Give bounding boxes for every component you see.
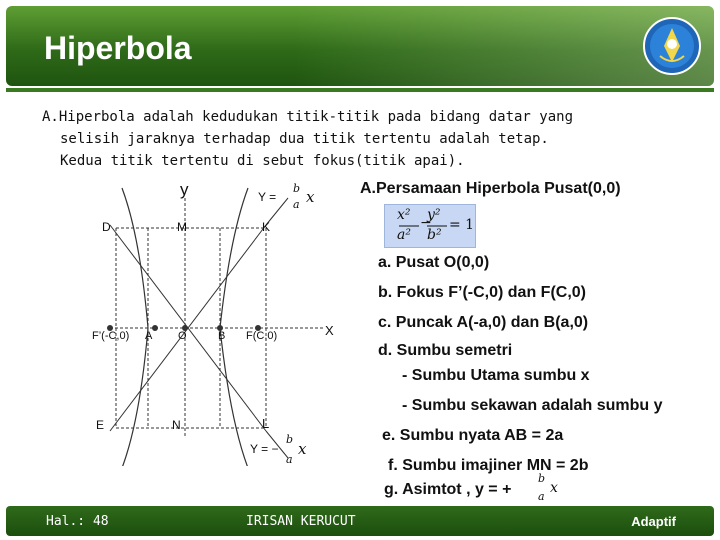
intro-line-1: A.Hiperbola adalah kedudukan titik-titik pada bidang datar yang bbox=[42, 109, 574, 125]
asymptote-top-den: a bbox=[293, 198, 300, 211]
property-g: g. Asimtot , y = + bbox=[384, 481, 512, 498]
label-K: K bbox=[262, 220, 271, 234]
label-O: O bbox=[178, 330, 187, 342]
property-a: a. Pusat O(0,0) bbox=[378, 254, 490, 271]
asymptote-top-var: x bbox=[306, 188, 315, 206]
hyperbola-graph bbox=[80, 176, 380, 466]
intro-text bbox=[42, 106, 573, 172]
y-axis-label: y bbox=[180, 180, 189, 199]
label-L: L bbox=[262, 416, 270, 431]
eq-a-den: a² bbox=[397, 227, 411, 243]
asymptote-g-num: b bbox=[538, 472, 546, 485]
label-F2: F(C,0) bbox=[246, 330, 278, 342]
label-A: A bbox=[145, 330, 153, 342]
asymptote-bottom-num: b bbox=[286, 433, 294, 446]
asymptote-g-var: x bbox=[550, 480, 558, 496]
property-d1: - Sumbu Utama sumbu x bbox=[402, 367, 590, 384]
label-D: D bbox=[102, 220, 111, 234]
asymptote-bottom-den: a bbox=[286, 453, 293, 466]
footer-page: Hal.: 48 bbox=[46, 514, 109, 529]
eq-rhs: = 1 bbox=[449, 217, 475, 233]
property-d2: - Sumbu sekawan adalah sumbu y bbox=[402, 397, 663, 414]
footer-topic: IRISAN KERUCUT bbox=[246, 514, 356, 529]
intro-line-3: Kedua titik tertentu di sebut fokus(titik apai). bbox=[60, 153, 465, 169]
footer-bar bbox=[6, 506, 714, 536]
intro-line-2: selisih jaraknya terhadap dua titik tertentu adalah tetap. bbox=[60, 131, 549, 147]
property-b: b. Fokus F’(-C,0) dan F(C,0) bbox=[378, 284, 586, 301]
property-c: c. Puncak A(-a,0) dan B(a,0) bbox=[378, 314, 589, 331]
section-title: A.Persamaan Hiperbola Pusat(0,0) bbox=[360, 180, 621, 197]
label-E: E bbox=[96, 418, 105, 432]
x-axis-label: X bbox=[325, 323, 334, 338]
eq-y-num: y² bbox=[427, 207, 441, 223]
label-F1: F’(-C,0) bbox=[92, 330, 130, 342]
eq-x-num: x² bbox=[397, 207, 411, 223]
asymptote-label-top: Y = bbox=[258, 190, 277, 204]
eq-minus: − bbox=[420, 215, 432, 231]
footer-adaptif: Adaptif bbox=[631, 514, 676, 529]
equation-box bbox=[384, 204, 476, 248]
asymptote-bottom-var: x bbox=[298, 440, 307, 458]
asymptote-top-num: b bbox=[293, 182, 301, 195]
asymptote-label-bottom: Y = − bbox=[250, 442, 279, 456]
asymptote-g-den: a bbox=[538, 490, 545, 503]
label-M: M bbox=[177, 220, 187, 234]
label-N: N bbox=[172, 418, 181, 432]
property-d: d. Sumbu semetri bbox=[378, 342, 513, 359]
eq-b-den: b² bbox=[427, 227, 442, 243]
page-title: Hiperbola bbox=[44, 30, 192, 66]
label-B: B bbox=[218, 330, 226, 342]
property-f: f. Sumbu imajiner MN = 2b bbox=[388, 457, 589, 474]
property-e: e. Sumbu nyata AB = 2a bbox=[382, 427, 564, 444]
